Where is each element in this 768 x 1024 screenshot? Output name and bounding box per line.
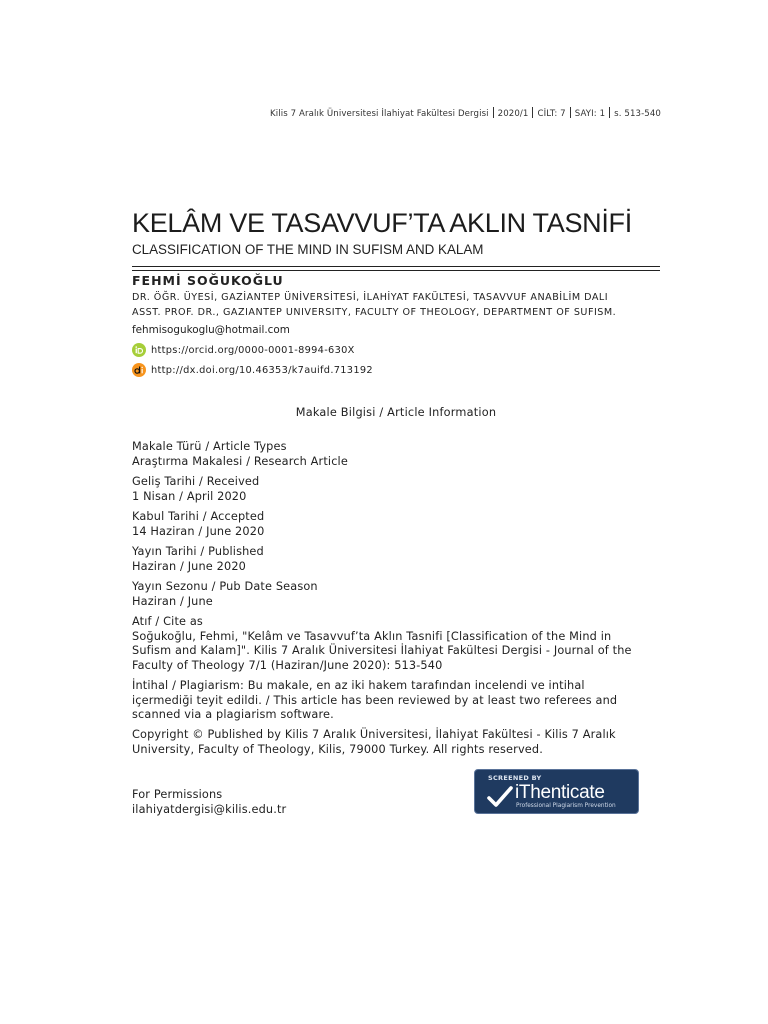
issue-number: SAYI: 1 — [574, 109, 606, 119]
plagiarism-text: içermediği teyit edildi. / This article has been reviewed by at least two referees and — [132, 693, 618, 707]
doi-line[interactable] — [132, 363, 373, 377]
received-label: Geliş Tarihi / Received — [132, 475, 260, 488]
checkmark-icon — [487, 785, 513, 809]
header-separator — [532, 107, 533, 118]
header-separator — [609, 107, 610, 118]
article-info-heading: Makale Bilgisi / Article Information — [295, 406, 497, 419]
plagiarism-text: scanned via a plagiarism software. — [132, 708, 334, 721]
copyright-block — [132, 728, 660, 757]
doi-icon — [132, 363, 146, 377]
orcid-line[interactable] — [132, 343, 355, 357]
affiliation-tr: DR. ÖĞR. ÜYESİ, GAZİANTEP ÜNİVERSİTESİ, İLAHİYAT FAKÜLTESİ, TASAVVUF ANABİLİM DALI — [132, 292, 609, 303]
published-block — [132, 545, 660, 574]
accepted-value: 14 Haziran / June 2020 — [132, 524, 265, 538]
cite-text: Soğukoğlu, Fehmi, "Kelâm ve Tasavvuf’ta Aklın Tasnifi [Classification of the Mind in — [132, 629, 612, 643]
badge-tagline: Professional Plagiarism Prevention — [516, 803, 616, 809]
affiliation-en: ASST. PROF. DR., GAZIANTEP UNIVERSITY, FACULTY OF THEOLOGY, DEPARTMENT OF SUFISM. — [132, 307, 617, 318]
permissions-label: For Permissions — [132, 788, 223, 801]
running-header — [270, 107, 661, 119]
article-type-value: Araştırma Makalesi / Research Article — [132, 454, 348, 468]
journal-name: Kilis 7 Aralık Üniversitesi İlahiyat Fakültesi Dergisi — [270, 109, 489, 119]
season-block — [132, 580, 660, 609]
plagiarism-block — [132, 679, 660, 723]
copyright-text: University, Faculty of Theology, Kilis, 79000 Turkey. All rights reserved. — [132, 742, 543, 756]
badge-screened-by: SCREENED BY — [488, 774, 542, 782]
received-block — [132, 475, 660, 504]
ithenticate-badge — [474, 769, 639, 814]
page-range: s. 513-540 — [614, 109, 661, 119]
accepted-block — [132, 510, 660, 539]
orcid-icon — [132, 343, 146, 357]
article-subtitle: CLASSIFICATION OF THE MIND IN SUFISM AND KALAM — [132, 242, 484, 257]
volume: CİLT: 7 — [537, 109, 566, 119]
season-value: Haziran / June — [132, 594, 213, 608]
header-separator — [570, 107, 571, 118]
orcid-link[interactable]: https://orcid.org/0000-0001-8994-630X — [151, 344, 355, 356]
doi-link[interactable]: http://dx.doi.org/10.46353/k7auifd.713192 — [151, 364, 373, 376]
copyright-text: Copyright © Published by Kilis 7 Aralık Üniversitesi, İlahiyat Fakültesi - Kilis 7 Aralık — [132, 728, 616, 741]
divider-rule — [132, 266, 660, 267]
accepted-label: Kabul Tarihi / Accepted — [132, 510, 265, 523]
article-type-block — [132, 440, 660, 469]
published-value: Haziran / June 2020 — [132, 559, 246, 573]
header-separator — [493, 107, 494, 118]
cite-label: Atıf / Cite as — [132, 615, 203, 628]
plagiarism-text: İntihal / Plagiarism: Bu makale, en az iki hakem tarafından incelendi ve intihal — [132, 679, 585, 692]
received-value: 1 Nisan / April 2020 — [132, 489, 247, 503]
cite-text: Sufism and Kalam]". Kilis 7 Aralık Üniversitesi İlahiyat Fakültesi Dergisi - Journal of the — [132, 644, 632, 657]
article-type-label: Makale Türü / Article Types — [132, 440, 287, 453]
season-label: Yayın Sezonu / Pub Date Season — [132, 580, 318, 593]
published-label: Yayın Tarihi / Published — [132, 545, 264, 558]
cite-text: Faculty of Theology 7/1 (Haziran/June 2020): 513-540 — [132, 658, 443, 672]
author-email[interactable]: fehmisogukoglu@hotmail.com — [132, 324, 290, 336]
author-name: FEHMİ SOĞUKOĞLU — [132, 273, 284, 288]
citation-block — [132, 615, 660, 673]
divider-rule — [132, 270, 660, 271]
year-issue: 2020/1 — [497, 109, 529, 119]
article-title: KELÂM VE TASAVVUF’TA AKLIN TASNİFİ — [132, 208, 632, 238]
permissions-email[interactable]: ilahiyatdergisi@kilis.edu.tr — [132, 802, 287, 816]
badge-brand: iThenticate — [515, 782, 605, 803]
